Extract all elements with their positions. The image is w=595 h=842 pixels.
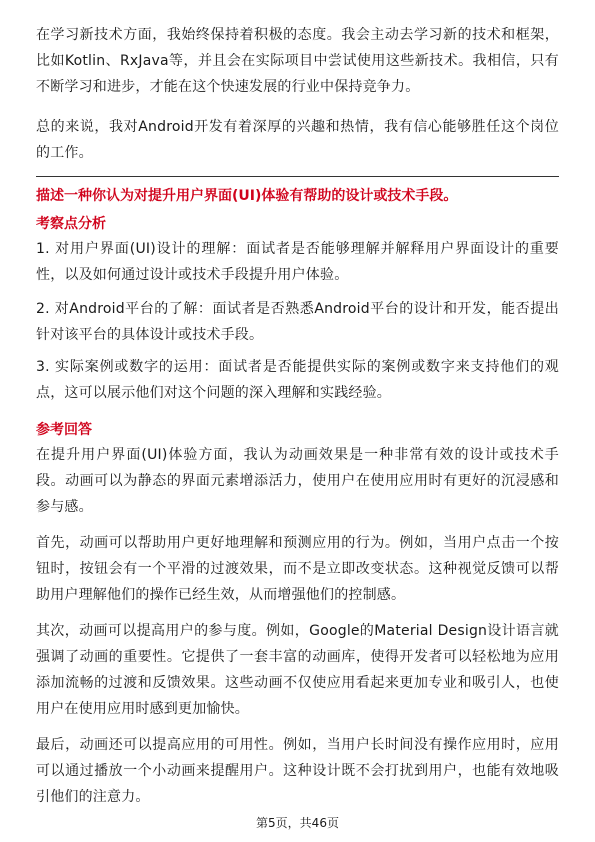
intro-paragraph-2: 总的来说，我对Android开发有着深厚的兴趣和热情，我有信心能够胜任这个岗位的工作。 bbox=[36, 119, 559, 161]
intro-paragraph-1: 在学习新技术方面，我始终保持着积极的态度。我会主动去学习新的技术和框架，比如Kotlin、RxJava等，并且会在实际项目中尝试使用这些新技术。我相信，只有不断学习和进步，才能在这个快速发展的行业中保持竞争力。 bbox=[36, 27, 559, 95]
analysis-item-1: 1. 对用户界面(UI)设计的理解：面试者是否能够理解并解释用户界面设计的重要性，以及如何通过设计或技术手段提升用户体验。 bbox=[36, 241, 559, 283]
analysis-heading: 考察点分析 bbox=[36, 216, 106, 232]
question-title: 描述一种你认为对提升用户界面(UI)体验有帮助的设计或技术手段。 bbox=[36, 188, 458, 204]
page-number: 第5页，共46页 bbox=[256, 816, 339, 830]
answer-paragraph-4: 最后，动画还可以提高应用的可用性。例如，当用户长时间没有操作应用时，应用可以通过播放一个小动画来提醒用户。这种设计既不会打扰到用户，也能有效地吸引他们的注意力。 bbox=[36, 737, 559, 805]
answer-paragraph-1: 在提升用户界面(UI)体验方面，我认为动画效果是一种非常有效的设计或技术手段。动画可以为静态的界面元素增添活力，使用户在使用应用时有更好的沉浸感和参与感。 bbox=[36, 447, 559, 515]
answer-paragraph-2: 首先，动画可以帮助用户更好地理解和预测应用的行为。例如，当用户点击一个按钮时，按钮会有一个平滑的过渡效果，而不是立即改变状态。这种视觉反馈可以帮助用户理解他们的操作已经生效，从而增强他们的控制感。 bbox=[36, 535, 559, 603]
section-divider bbox=[36, 176, 559, 177]
answer-heading: 参考回答 bbox=[36, 422, 92, 438]
answer-paragraph-3: 其次，动画可以提高用户的参与度。例如，Google的Material Design设计语言就强调了动画的重要性。它提供了一套丰富的动画库，使得开发者可以轻松地为应用添加流畅的过渡和反馈效果。这些动画不仅使应用看起来更加专业和吸引人，也使用户在使用应用时感到更加愉快。 bbox=[36, 623, 559, 717]
analysis-item-2: 2. 对Android平台的了解：面试者是否熟悉Android平台的设计和开发，能否提出针对该平台的具体设计或技术手段。 bbox=[36, 301, 559, 343]
analysis-item-3: 3. 实际案例或数字的运用：面试者是否能提供实际的案例或数字来支持他们的观点，这可以展示他们对这个问题的深入理解和实践经验。 bbox=[36, 359, 559, 401]
